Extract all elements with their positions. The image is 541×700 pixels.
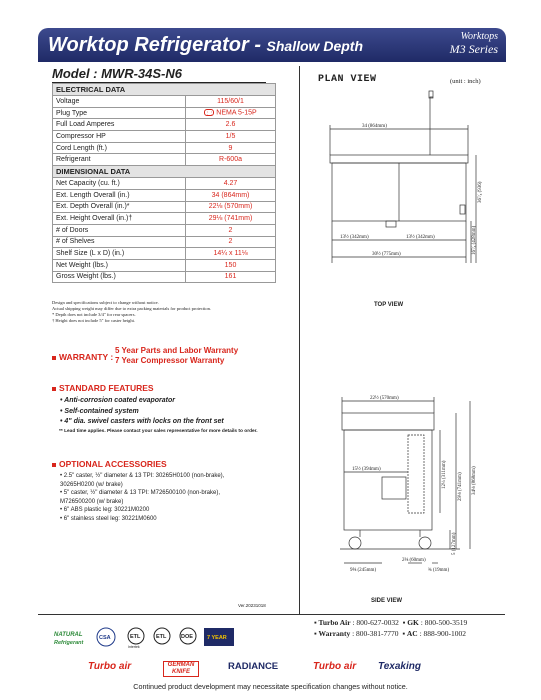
table-row: # of Shelves 2 [53,236,276,248]
lead-time-note: ** Lead time applies. Please contact your sales representative for more details to order. [59,428,258,434]
list-item: • 5" caster, ½" diameter & 13 TPI: M726500100 (non-brake), [60,490,221,497]
footer-disclaimer: Continued product development may necessitate specification changes without notice. [133,682,408,691]
power-cord [430,97,433,155]
dim-label: 30½ (775mm) [372,252,401,257]
page-title: Worktop Refrigerator - Shallow Depth [48,34,363,56]
dim-label: 29⅛ (741mm) [458,472,463,501]
unit-label: (unit : inch) [450,78,481,85]
caster-wheel [349,537,361,549]
plug-icon: ⋮⋮ [205,110,214,116]
dim-label: 22½ (570mm) [370,396,399,401]
standard-features [52,383,302,434]
side-view-compressor [408,435,424,513]
list-item: • 4" dia. swivel casters with locks on the front set [60,418,224,425]
list-item: • 6" stainless steel leg: 30221M0600 [60,515,157,522]
table-row: Ext. Length Overall (in.) 34 (864mm) [53,189,276,201]
etl-label: ETL [130,634,141,640]
footer-divider [38,614,505,615]
refrigerant-label: Refrigerant [54,640,84,646]
table-row: Cord Length (ft.) 9 [53,142,276,154]
intertek-label: Intertek [128,645,140,649]
bullet-icon [52,463,56,467]
side-view-unit [382,477,406,499]
turbo-air-logo: Turbo air [88,661,132,672]
dim-label: 36⁷⁄₈ (936) [478,181,483,203]
list-item: • Anti-corrosion coated evaporator [60,397,175,404]
warranty-line: 5 Year Parts and Labor Warranty [115,346,239,355]
contact-row: ▪ Warranty : 800-381-7770 ▪ AC : 888-900-1002 [314,628,467,638]
title-banner [38,28,506,62]
doe-label: DOE [181,634,193,640]
turbo-air-logo: Turbo air [313,661,357,672]
table-row: Plug Type ⋮⋮ NEMA 5-15P [53,107,276,119]
table-row: Full Load Amperes 2.6 [53,119,276,131]
csa-label: CSA [99,635,111,641]
etl-sanitation-label: ETL [156,634,167,640]
texaking-logo: Texaking [378,661,421,672]
warranty-line: 7 Year Compressor Warranty [115,356,225,365]
dim-label: 34⅛ (868mm) [472,466,477,495]
table-row: # of Doors 2 [53,224,276,236]
list-item: M726500200 (w/ brake) [60,498,124,505]
standard-features-heading: STANDARD FEATURES [52,383,302,393]
side-view-body [344,430,432,530]
bullet-icon [52,387,56,391]
optional-accessories [52,459,292,524]
caster-wheel [419,537,431,549]
dim-label: 34 (864mm) [362,124,387,129]
dim-label: 5 (127mm) [452,532,457,555]
list-item: • 6" ABS plastic leg: 30221M0200 [60,507,150,514]
dim-label: 15½ (394mm) [352,467,381,472]
natural-refrigerant-logo: NATURAL [54,632,83,638]
top-view-label: TOP VIEW [374,302,404,308]
dim-label: 9⅝ (245mm) [350,568,377,573]
table-row: Compressor HP 1/5 [53,131,276,143]
list-item: • 2.5" caster, ½" diameter & 13 TPI: 30265H0100 (non-brake), [60,473,225,479]
dim-label: ¾ (19mm) [428,568,450,573]
certification-logos [52,626,302,650]
table-row: Gross Weight (lbs.) 161 [53,271,276,283]
top-view-backsplash [330,155,468,163]
dim-label: 12¼ (311mm) [442,460,447,489]
table-row: Shelf Size (L x D) (in.) 14¼ x 11⅛ [53,248,276,260]
optional-accessories-heading: OPTIONAL ACCESSORIES [52,459,292,469]
list-item: 30265H0200 (w/ brake) [60,481,123,488]
brand-logos [88,660,488,676]
top-view-side-part [460,205,465,214]
page-subtitle: Shallow Depth [266,38,363,54]
german-knife-logo: GERMAN KNIFE [163,661,199,677]
dimensional-header: DIMENSIONAL DATA [53,166,276,178]
list-item: • Self-contained system [60,407,139,415]
warranty-label: WARRANTY : [52,352,113,362]
warranty-badge-label: 7 YEAR [207,635,227,641]
table-row: Ext. Depth Overall (in.)* 22⅛ (570mm) [53,201,276,213]
table-row: Refrigerant R-600a [53,154,276,166]
dim-label: 13½ (342mm) [406,235,435,240]
dim-label: 16⁷⁄₈ (428mm) [472,225,477,255]
top-view-handle [386,221,396,227]
bullet-icon [52,356,56,360]
series-label: Worktops M3 Series [449,31,498,56]
table-row: Voltage 115/60/1 [53,96,276,108]
side-view-top [342,413,434,430]
radiance-logo: RADIANCE [228,661,279,672]
contact-row: ▪ Turbo Air : 800-627-0032 ▪ GK : 800-500-3519 [314,618,468,627]
plan-view-heading: PLAN VIEW [318,74,377,85]
electrical-header: ELECTRICAL DATA [53,84,276,96]
table-row: Net Weight (lbs.) 150 [53,259,276,271]
table-row: Ext. Height Overall (in.)† 29⅛ (741mm) [53,213,276,225]
dim-label: 2⅜ (60mm) [402,558,426,563]
spec-table [52,83,276,283]
dim-label: 13½ (342mm) [340,235,369,240]
spec-notes: Design and specifications subject to change without notice. Actual shipping weight may differ due to extra packing materials for product protection. * Depth does not include 3/4" for rear spacers. † Height does not include 5" for caster height. [52,300,211,323]
version-label: Ver.20231018 [238,603,266,608]
technical-drawing [300,85,483,600]
contact-info [314,618,467,639]
side-view-label: SIDE VIEW [371,598,403,604]
model-number: Model : MWR-34S-N6 [52,66,266,83]
table-row: Net Capacity (cu. ft.) 4.27 [53,178,276,190]
